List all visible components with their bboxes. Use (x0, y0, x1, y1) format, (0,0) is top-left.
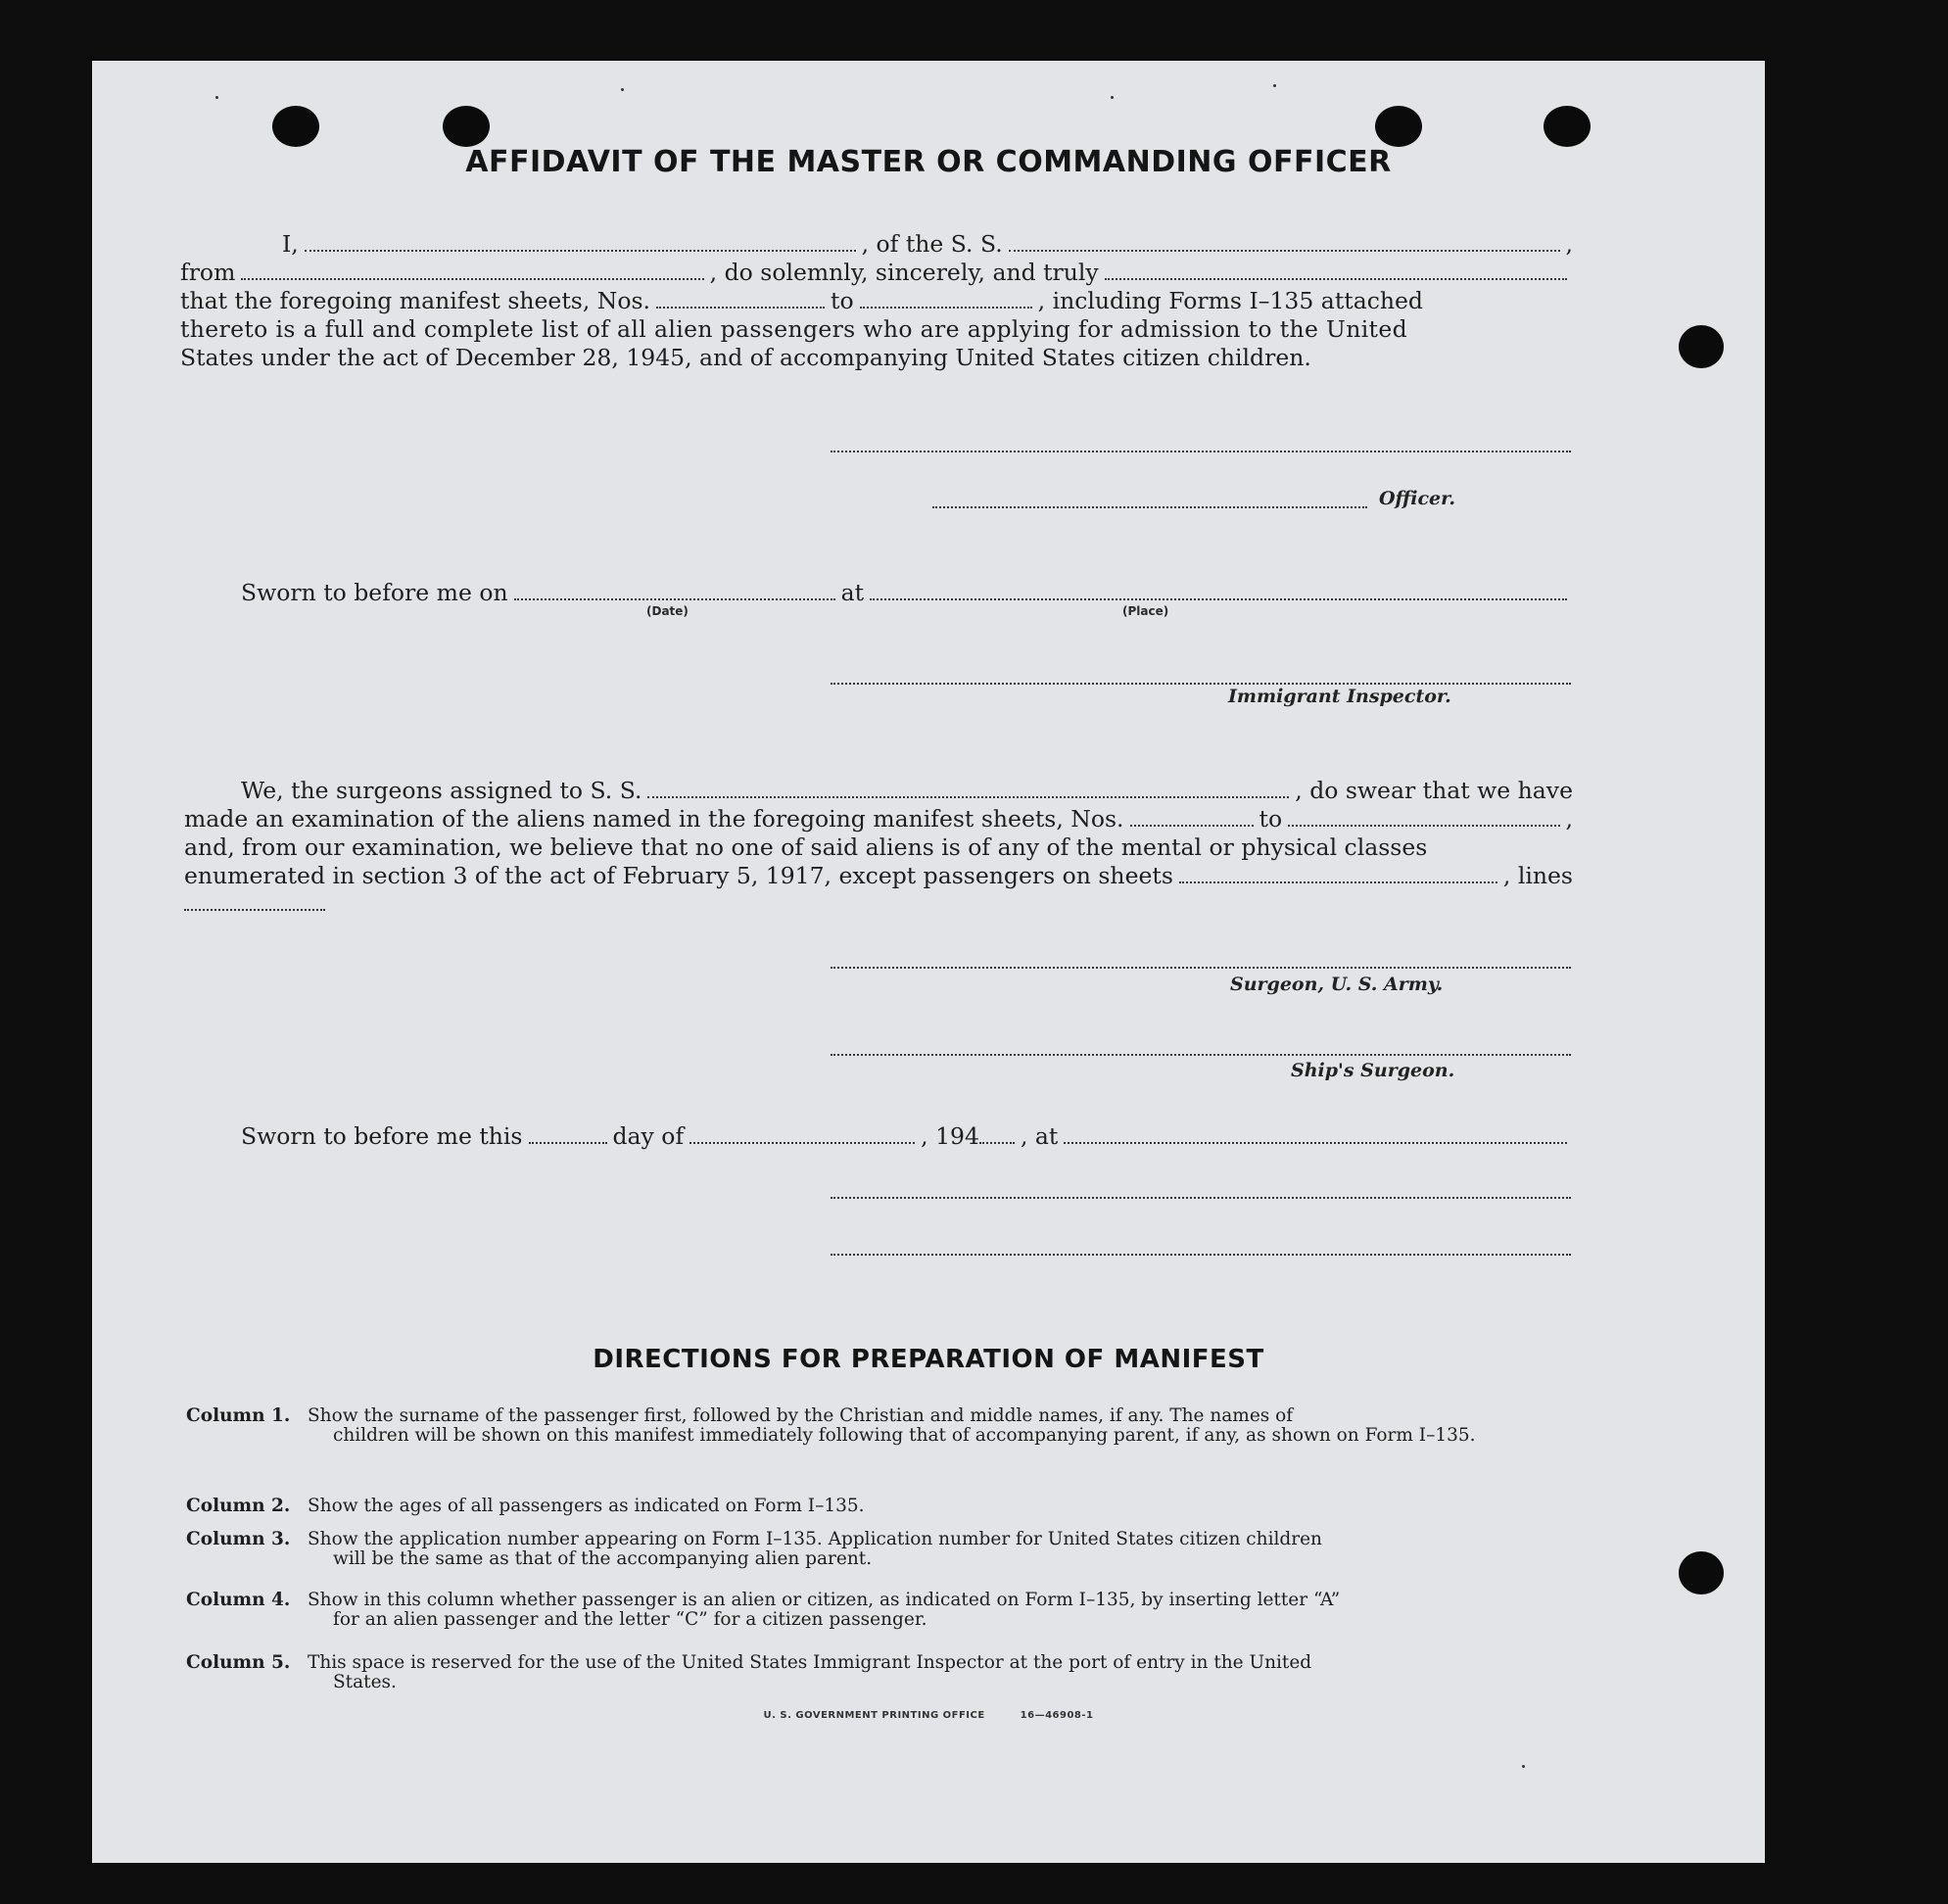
date-caption: (Date) (646, 604, 689, 618)
direction-label: Column 2. (186, 1496, 291, 1516)
affidavit-title: AFFIDAVIT OF THE MASTER OR COMMANDING OFFICER (465, 145, 1392, 179)
sworn-place-field-2[interactable] (1064, 1142, 1567, 1144)
directions-title: DIRECTIONS FOR PREPARATION OF MANIFEST (593, 1345, 1264, 1374)
label-at: at (840, 579, 865, 606)
label-foregoing-sheets: that the foregoing manifest sheets, Nos. (180, 287, 651, 314)
inspector-caption: Immigrant Inspector. (1228, 686, 1451, 707)
speck (621, 88, 624, 91)
speck (1111, 96, 1114, 99)
direction-item (186, 1591, 1573, 1630)
label-day-of: day of (612, 1122, 685, 1150)
direction-text: Show the application number appearing on Form I–135. Application number for United States citizen children (308, 1529, 1322, 1549)
label-sworn-on: Sworn to before me on (241, 579, 508, 606)
printer-name: U. S. GOVERNMENT PRINTING OFFICE (763, 1710, 985, 1721)
army-surgeon-caption: Surgeon, U. S. Army. (1230, 974, 1444, 995)
exam-sheets-to-field[interactable] (1288, 825, 1559, 827)
punch-hole (443, 106, 490, 147)
port-from-field[interactable] (241, 278, 703, 280)
excepted-sheets-field[interactable] (1179, 881, 1497, 883)
printer-footer (92, 1710, 1765, 1721)
label-to: to (1259, 805, 1283, 833)
direction-text: Show in this column whether passenger is an alien or citizen, as indicated on Form I–135, by inserting letter “A” (308, 1590, 1341, 1610)
surgeons-line-4 (184, 861, 1573, 890)
manifest-page (92, 61, 1765, 1863)
label-of-the-ss: , of the S. S. (861, 230, 1003, 258)
form-code: 16—46908-1 (1020, 1710, 1094, 1721)
sworn-line-2 (241, 1121, 1573, 1151)
label-at: , at (1020, 1122, 1059, 1150)
excepted-lines-field[interactable] (184, 909, 325, 911)
surgeons-line-1 (241, 776, 1573, 805)
label-lines: , lines (1502, 862, 1573, 889)
punch-hole (1375, 106, 1422, 147)
direction-text-cont: will be the same as that of the accompanying alien parent. (333, 1548, 873, 1569)
inspector-signature-line[interactable] (831, 683, 1571, 685)
direction-text-cont: children will be shown on this manifest immediately following that of accompanying parent, if any, as shown on Form I–135. (333, 1425, 1476, 1446)
label-to: to (831, 287, 854, 314)
direction-item (186, 1653, 1573, 1692)
label-i: I, (282, 230, 299, 258)
punch-hole (1544, 106, 1591, 147)
affidavit-line-2 (180, 258, 1573, 287)
punch-hole (1679, 1551, 1724, 1595)
sworn-line-1 (241, 578, 1573, 607)
label-year-prefix: , 194 (921, 1122, 979, 1150)
direction-item (186, 1530, 1573, 1569)
sworn-month-field[interactable] (689, 1142, 915, 1144)
master-name-field[interactable] (305, 250, 856, 252)
place-caption: (Place) (1122, 604, 1169, 618)
label-surgeons-assigned: We, the surgeons assigned to S. S. (241, 777, 642, 804)
speck (215, 96, 218, 99)
direction-text-cont: for an alien passenger and the letter “C” for a citizen passenger. (333, 1609, 927, 1630)
label-do-solemnly: , do solemnly, sincerely, and truly (709, 259, 1099, 286)
direction-label: Column 5. (186, 1652, 291, 1673)
label-made-examination: made an examination of the aliens named in the foregoing manifest sheets, Nos. (184, 805, 1124, 833)
label-enumerated: enumerated in section 3 of the act of February 5, 1917, except passengers on sheets (184, 862, 1173, 889)
sworn-year-field[interactable] (979, 1142, 1015, 1144)
direction-item (186, 1497, 1573, 1516)
label-comma: , (1565, 805, 1573, 833)
affidavit-line-5: States under the act of December 28, 1945, and of accompanying United States citizen children. (180, 344, 1311, 371)
label-from: from (180, 259, 236, 286)
direction-label: Column 3. (186, 1529, 291, 1549)
affidavit-line-3 (180, 286, 1573, 315)
speck (1273, 84, 1276, 87)
army-surgeon-signature-line[interactable] (831, 967, 1571, 969)
punch-hole (1679, 325, 1724, 368)
sheets-from-field[interactable] (656, 307, 825, 309)
label-comma: , (1565, 230, 1573, 258)
direction-text: Show the surname of the passenger first, followed by the Christian and middle names, if any. The names of (308, 1405, 1294, 1426)
direction-label: Column 4. (186, 1590, 291, 1610)
surgeons-line-3: and, from our examination, we believe that no one of said aliens is of any of the mental or physical classes (184, 833, 1428, 861)
label-sworn-this: Sworn to before me this (241, 1122, 523, 1150)
official-title-line[interactable] (831, 1254, 1571, 1256)
oath-field[interactable] (1105, 278, 1567, 280)
surgeons-ship-field[interactable] (647, 796, 1289, 798)
officer-caption: Officer. (1379, 488, 1456, 509)
official-signature-line[interactable] (831, 1197, 1571, 1199)
speck (1522, 1765, 1525, 1768)
label-including-forms: , including Forms I–135 attached (1037, 287, 1423, 314)
ship-surgeon-caption: Ship's Surgeon. (1291, 1060, 1455, 1081)
label-do-swear: , do swear that we have (1295, 777, 1573, 804)
direction-text-cont: States. (333, 1672, 397, 1692)
surgeons-line-2 (184, 804, 1573, 833)
punch-hole (272, 106, 319, 147)
direction-text: This space is reserved for the use of the United States Immigrant Inspector at the port of entry in the United (308, 1652, 1312, 1673)
sheets-to-field[interactable] (860, 307, 1032, 309)
direction-item (186, 1406, 1573, 1446)
exam-sheets-from-field[interactable] (1130, 825, 1254, 827)
direction-text: Show the ages of all passengers as indicated on Form I–135. (308, 1496, 865, 1516)
affidavit-line-4: thereto is a full and complete list of all alien passengers who are applying for admission to the United (180, 315, 1408, 343)
direction-label: Column 1. (186, 1405, 291, 1426)
sworn-date-field[interactable] (514, 598, 835, 600)
affidavit-line-1 (233, 229, 1573, 259)
ship-surgeon-signature-line[interactable] (831, 1054, 1571, 1056)
master-signature-line[interactable] (831, 451, 1571, 452)
officer-title-line[interactable] (932, 506, 1367, 508)
sworn-place-field[interactable] (870, 598, 1567, 600)
ship-name-field[interactable] (1009, 250, 1560, 252)
sworn-day-field[interactable] (529, 1142, 607, 1144)
